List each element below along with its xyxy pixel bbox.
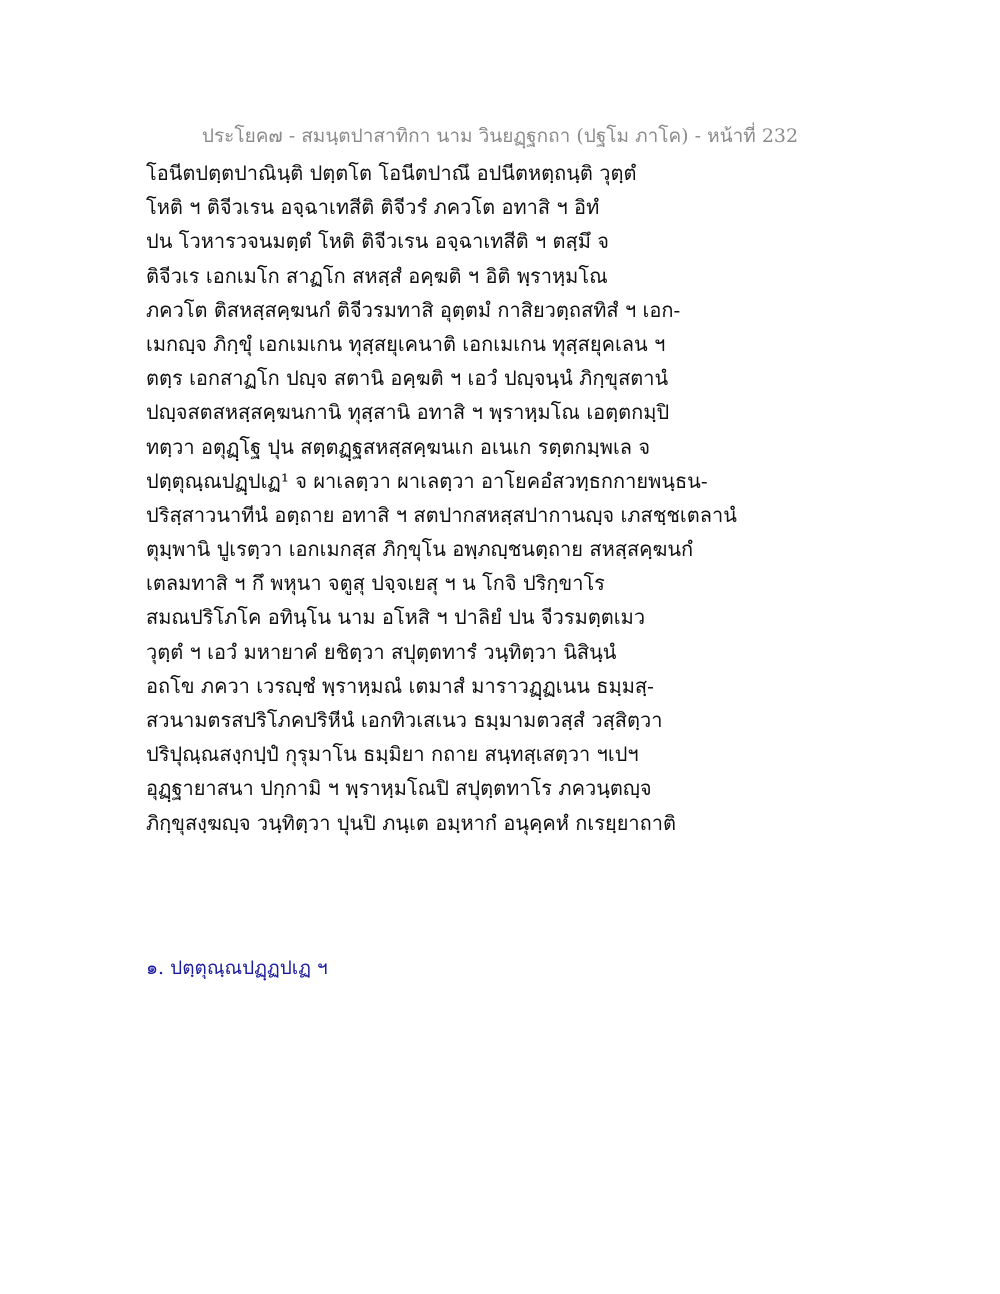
text-line: วุตฺตํ ฯ เอวํ มหายาคํ ยชิตฺวา สปุตฺตทารํ วนฺทิตฺวา นิสินฺนํ: [146, 639, 617, 664]
text-line: สวนามตรสปริโภคปริหีนํ เอกทิวเสเนว ธมฺมามตวสฺสํ วสฺสิตฺวา: [146, 708, 663, 732]
text-line: ปริสฺสาวนาทีนํ อตฺถาย อทาสิ ฯ สตปากสหสฺสปากานญฺจ เภสชฺชเตลานํ: [146, 502, 737, 527]
text-line: โอนีตปตฺตปาณินฺติ ปตฺตโต โอนีตปาณึ อปนีตหตฺถนฺติ วุตฺตํ: [146, 161, 637, 185]
text-line: โหติ ฯ ติจีวเรน อจฺฉาเทสีติ ติจีวรํ ภควโต อทาสิ ฯ อิทํ: [146, 195, 600, 220]
footnote: ๑. ปตฺตุณฺณปฏฺฏปเฏ ฯ: [146, 957, 328, 979]
text-line: ปน โวหารวจนมตฺตํ โหติ ติจีวเรน อจฺฉาเทสีติ ฯ ตสฺมึ จ: [146, 229, 610, 254]
text-line: อถโข ภควา เวรญฺชํ พฺราหฺมณํ เตมาสํ มาราวฏฺฏเนน ธมฺมสฺ-: [146, 673, 654, 698]
text-line: ปตฺตุณฺณปฏฺปเฏ¹ จ ผาเลตฺวา ผาเลตฺวา อาโยคอํสวทฺธกกายพนฺธน-: [146, 468, 708, 493]
text-line: สมณปริโภโค อทินฺโน นาม อโหสิ ฯ ปาลิยํ ปน จีวรมตฺตเมว: [146, 605, 646, 630]
text-line: ตตฺร เอกสาฏโก ปญฺจ สตานิ อคฺฆติ ฯ เอวํ ปญฺจนฺนํ ภิกฺขุสตานํ: [146, 366, 669, 391]
page-header: ประโยค๗ - สมนฺตปาสาทิกา นาม วินยฏฺฐกถา (ปฐโม ภาโค) - หน้าที่ 232: [201, 125, 799, 147]
text-line: ภิกฺขุสงฺฆญฺจ วนฺทิตฺวา ปุนปิ ภนฺเต อมฺหากํ อนุคฺคหํ กเรยฺยาถาติ: [146, 810, 676, 835]
text-line: ปญฺจสตสหสฺสคฺฆนกานิ ทุสฺสานิ อทาสิ ฯ พฺราหฺมโณ เอตฺตกมฺปิ: [146, 400, 670, 425]
text-line: ติจีวเร เอกเมโก สาฏโก สหสฺสํ อคฺฆติ ฯ อิติ พฺราหฺมโณ: [146, 263, 608, 288]
text-line: ภควโต ติสหสฺสคฺฆนกํ ติจีวรมทาสิ อุตฺตมํ กาสิยวตฺถสทิสํ ฯ เอก-: [146, 297, 681, 322]
text-line: ตุมฺพานิ ปูเรตฺวา เอกเมกสฺส ภิกฺขุโน อพฺภญฺชนตฺถาย สหสฺสคฺฆนกํ: [146, 537, 694, 562]
text-line: เมกญฺจ ภิกฺขุํ เอกเมเกน ทุสฺสยุเคนาติ เอกเมเกน ทุสฺสยุคเลน ฯ: [146, 331, 666, 356]
text-line: ทตฺวา อตุฏฺโฐ ปุน สตฺตฏฺฐสหสฺสคฺฆนเก อเนเก รตฺตกมฺพเล จ: [146, 434, 651, 459]
text-line: ปริปุณฺณสงฺกปฺปํ กุรุมาโน ธมฺมิยา กถาย สนฺทสฺเสตฺวา ฯเปฯ: [146, 742, 639, 767]
body-text: [146, 156, 886, 840]
text-line: อุฏฺฐายาสนา ปกฺกามิ ฯ พฺราหฺมโณปิ สปุตฺตทาโร ภควนฺตญฺจ: [146, 776, 652, 801]
text-line: เตลมทาสิ ฯ กึ พหุนา จตูสุ ปจฺจเยสุ ฯ น โกจิ ปริกฺขาโร: [146, 571, 605, 596]
